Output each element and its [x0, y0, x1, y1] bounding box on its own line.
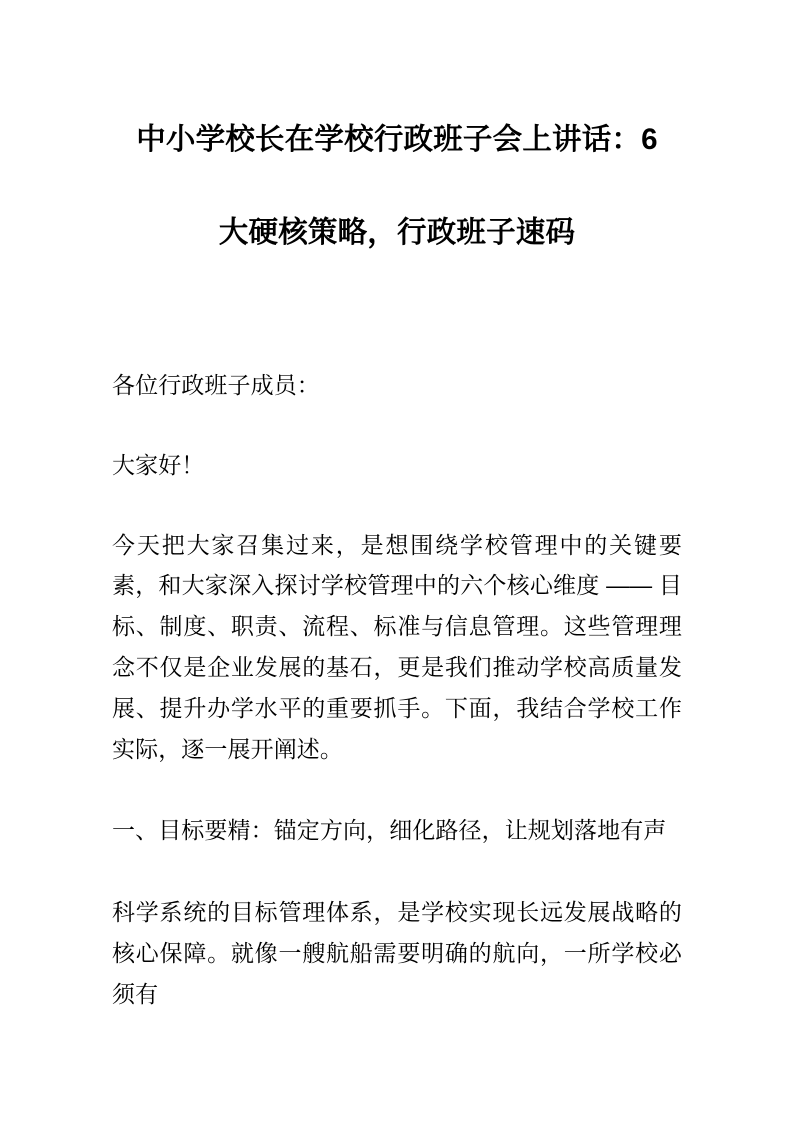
page-title-line-1: 中小学校长在学校行政班子会上讲话：6	[136, 123, 658, 156]
page-title-line-2: 大硬核策略，行政班子速码	[218, 215, 576, 249]
page-title	[112, 125, 682, 247]
salutation-paragraph: 各位行政班子成员：	[112, 372, 320, 398]
section-1-heading: 一、目标要精：锚定方向，细化路径，让规划落地有声	[112, 817, 667, 844]
greeting-paragraph: 大家好！	[112, 451, 205, 478]
document-text-column	[112, 0, 682, 1015]
section-1-body-paragraph: 科学系统的目标管理体系，是学校实现长远发展战略的核心保障。就像一艘航船需要明确的航向，一所学校必须有	[112, 899, 682, 1007]
opening-paragraph: 今天把大家召集过来，是想围绕学校管理中的关键要素，和大家深入探讨学校管理中的六个核心维度 —— 目标、制度、职责、流程、标准与信息管理。这些管理理念不仅是企业发展的基石，更是我们推动学校高质量发展、提升办学水平的重要抓手。下面，我结合学校工作实际，逐一展开阐述。	[112, 531, 682, 762]
